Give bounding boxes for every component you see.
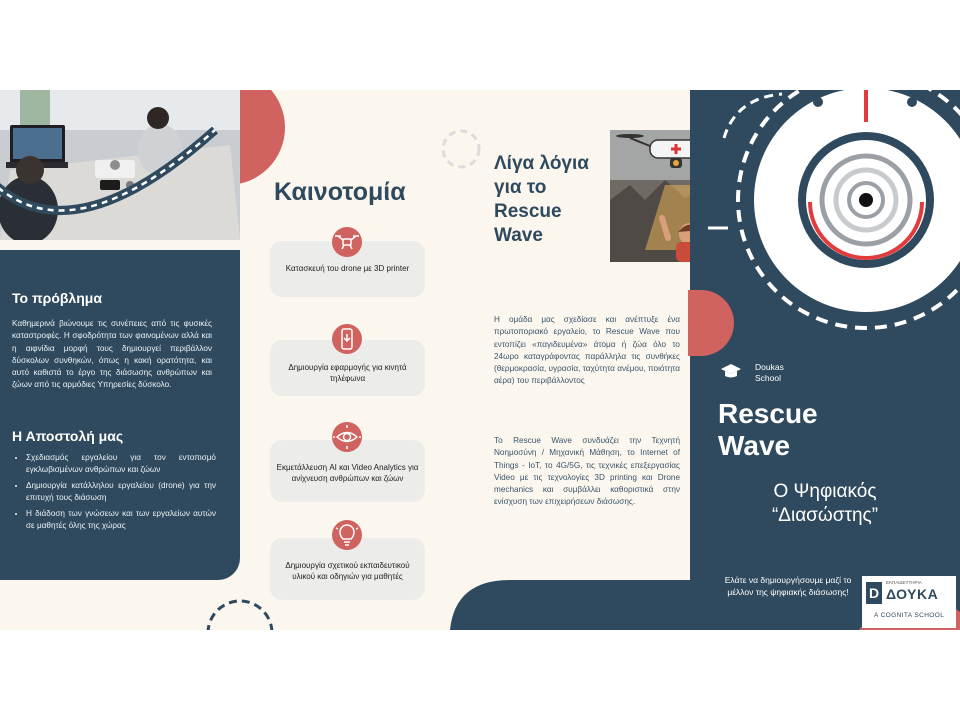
school-name-line: School <box>755 373 781 383</box>
dashed-arc-decoration <box>716 90 786 140</box>
dashed-arc-bottom <box>200 595 280 630</box>
ai-eye-icon <box>332 422 362 452</box>
cover-subtitle-line: Ο Ψηφιακός <box>773 481 877 502</box>
navy-wave-decoration <box>450 570 700 630</box>
about-paragraph-1: Η ομάδα μας σχεδίασε και ανέπτυξε ένα πρωτοποριακό εργαλείο, το Rescue Wave που εντοπίζει «παγιδευμένα» άτομα ή ζώα όλο το 24ωρο καταγράφοντας παράλληλα τις συνθήκες (θερμοκρασία, υγρασία, ταχύτητα ανέμου, ποιότητα αέρα) του περιβάλλοντος <box>494 315 680 386</box>
school-name <box>755 362 784 384</box>
cover-title <box>718 398 818 462</box>
dashed-arc-decoration <box>0 90 260 260</box>
about-paragraph-2: Το Rescue Wave συνδυάζει την Τεχνητή Νοημοσύνη / Μηχανική Μάθηση, το Internet of Things - IoT, το 4G/5G, τις τεχνικές επεξεργασίας Video με τις τεχνολογίες 3D printing και Drone mechanics και συμβάλλει καθοριστικά στην ενίσχυση των επιχειρήσεων διάσωσης. <box>494 436 680 507</box>
mission-item: • Δημιουργία κατάλληλου εργαλείου (drone) για την επιτυχή τους διάσωση <box>26 480 216 503</box>
innovation-card-text: Κατασκευή του drone με 3D printer <box>285 264 410 273</box>
brochure <box>0 90 960 630</box>
mission-heading: Η Αποστολή μας <box>12 428 124 444</box>
innovation-card-text: Εκμετάλλευση AI και Video Analytics για ανίχνευση ανθρώπων και ζώων <box>276 463 419 483</box>
logo-small-text: ΕΚΠΑΙΔΕΥΤΗΡΙΑ <box>886 580 922 585</box>
innovation-card-text: Δημιουργία σχετικού εκπαιδευτικού υλικού και οδηγιών για μαθητές <box>285 561 410 581</box>
about-title-line: Rescue <box>494 201 562 222</box>
innovation-card-text: Δημιουργία εφαρμογής για κινητά τηλέφωνα <box>288 363 407 383</box>
problem-text: Καθημερινά βιώνουμε τις συνέπειες από τις φυσικές καταστροφές. Η σφοδρότητα των φαινομένων αλλά και η αιφνίδια μορφή τους δημιουργεί περιβάλλον δύσκολων συνθηκών, όπως η κακή ορατότητα, και αυτό καθιστά το έργο της διάσωσης ανθρώπων και ζώων από τις αρμόδιες Υπηρεσίες δύσκολο. <box>12 319 212 390</box>
innovation-title: Καινοτομία <box>274 178 406 206</box>
graduation-cap-icon <box>720 362 742 380</box>
mission-item: • Η διάδοση των γνώσεων και των εργαλείων αυτών σε μαθητές όλης της χώρας <box>26 508 216 531</box>
logo-mark: D <box>866 582 882 604</box>
about-title-line: Λίγα λόγια <box>494 153 589 174</box>
cover-title-line: Rescue <box>718 398 818 429</box>
drone-icon <box>332 227 362 257</box>
about-title <box>494 152 589 248</box>
about-title-line: για το <box>494 177 547 198</box>
invite-text: Ελάτε να δημιουργήσουμε μαζί το μέλλον της ψηφιακής διάσωσης! <box>724 575 852 597</box>
school-logo <box>862 576 956 628</box>
about-title-line: Wave <box>494 225 543 246</box>
phone-app-icon <box>332 324 362 354</box>
problem-heading: Το πρόβλημα <box>12 290 102 306</box>
logo-tagline: A COGNITA SCHOOL <box>874 612 945 619</box>
mission-item: • Σχεδιασμός εργαλείου για τον εντοπισμό εγκλωβισμένων ανθρώπων και ζώων <box>26 452 216 475</box>
cover-subtitle-line: “Διασώστης” <box>771 505 879 526</box>
lightbulb-icon <box>332 520 362 550</box>
school-name-line: Doukas <box>755 362 784 372</box>
cover-title-line: Wave <box>718 430 791 461</box>
mission-list <box>12 452 216 536</box>
dashed-circle-decoration <box>438 126 484 172</box>
logo-main-text: ΔΟΥΚΑ <box>886 586 939 602</box>
cover-subtitle <box>700 480 950 528</box>
